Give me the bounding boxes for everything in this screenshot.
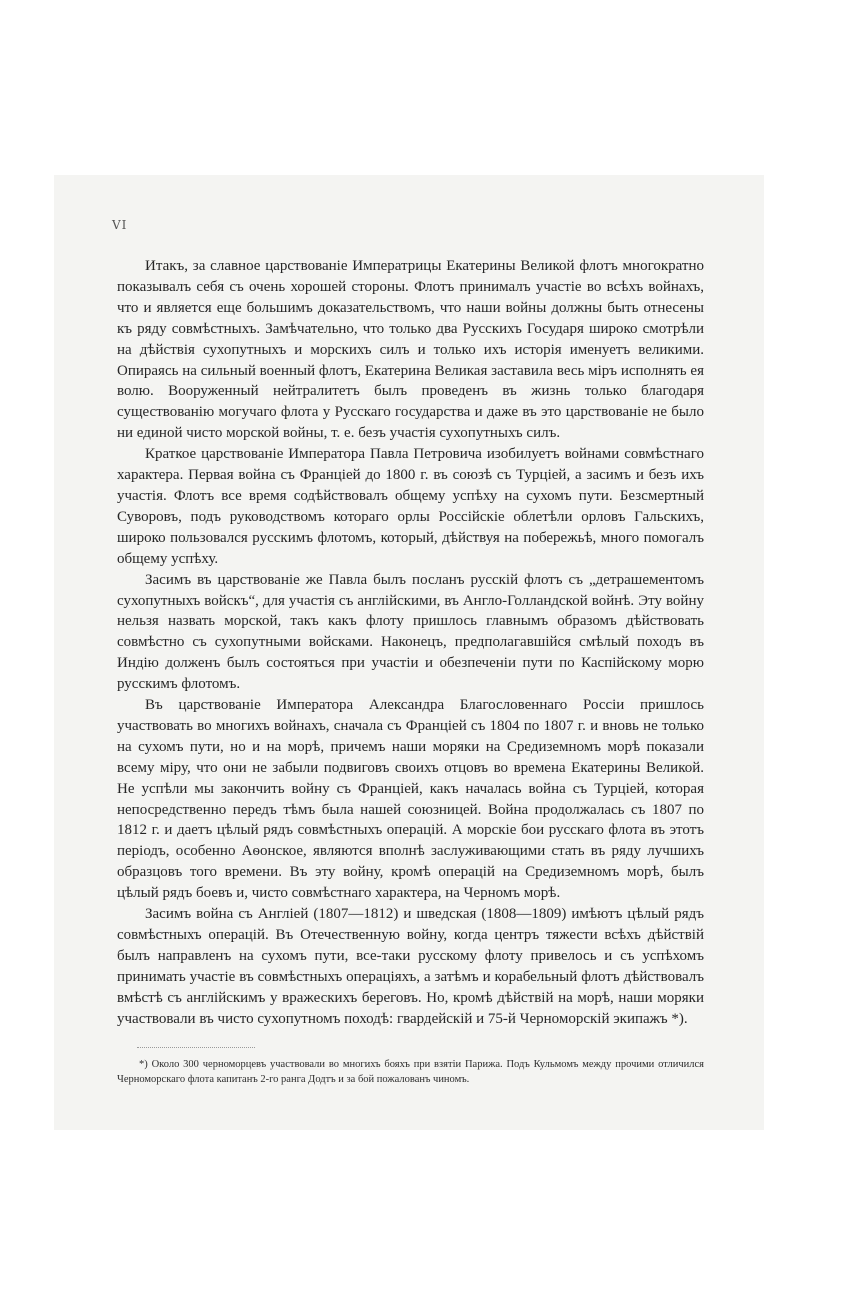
- paragraph-2: Краткое царствованіе Императора Павла Петровича изобилуетъ войнами совмѣстнаго характера. Первая война съ Франціей до 1800 г. въ союзѣ съ Турціей, а засимъ и безъ ихъ участія. Флотъ все время содѣйствовалъ общему успѣху на сухомъ пути. Безсмертный Суворовъ, подъ руководствомъ котораго орлы Россійскіе облетѣли орловъ Гальскихъ, широко пользовался русскимъ флотомъ, который, дѣйствуя на побережьѣ, много помогалъ общему успѣху.: [117, 446, 704, 567]
- footnote: *) Около 300 черноморцевъ участвовали во многихъ бояхъ при взятіи Парижа. Подъ Кульмомъ между прочими отличился Черноморскаго флота капитанъ 2-го ранга Додтъ и за бой пожалованъ чиномъ.: [117, 1059, 704, 1085]
- paragraph-3: Засимъ въ царствованіе же Павла былъ посланъ русскій флотъ съ „детрашементомъ сухопутныхъ войскъ“, для участія съ англійскими, въ Англо-Голландской войнѣ. Эту войну нельзя назвать морской, такъ какъ флоту пришлось главнымъ образомъ дѣйствовать совмѣстно съ сухопутными войсками. Наконецъ, предполагавшійся смѣлый походъ въ Индію долженъ былъ состояться при участіи и обезпеченіи пути по Каспійскому морю русскимъ флотомъ.: [117, 571, 704, 693]
- footnote-divider: [137, 1047, 255, 1048]
- page-number: VI: [112, 218, 128, 232]
- main-text: [117, 256, 704, 1030]
- paragraph-4: Въ царствованіе Императора Александра Благословеннаго Россіи пришлось участвовать во многихъ войнахъ, сначала съ Франціей съ 1804 по 1807 г. и вновь не только на сухомъ пути, но и на морѣ, причемъ наши моряки на Средиземномъ морѣ показали всему міру, что они не забыли подвиговъ своихъ отцовъ во времена Екатерины Великой. Не успѣли мы закончить войну съ Франціей, какъ началась война съ Турціей, которая непосредственно передъ тѣмъ была нашей союзницей. Война продолжалась съ 1807 по 1812 г. и даетъ цѣлый рядъ совмѣстныхъ операцій. А морскіе бои русскаго флота въ этотъ періодъ, особенно Аѳонское, являются вполнѣ заслуживающими стать въ ряду лучшихъ образцовъ того времени. Въ эту войну, кромѣ операцій на Средиземномъ морѣ, былъ цѣлый рядъ боевъ и, чисто совмѣстнаго характера, на Черномъ морѣ.: [117, 697, 704, 902]
- paragraph-1: Итакъ, за славное царствованіе Императрицы Екатерины Великой флотъ многократно показывалъ себя съ очень хорошей стороны. Флотъ принималъ участіе во всѣхъ войнахъ, что и является еще большимъ доказательствомъ, что наши войны должны быть отнесены къ ряду совмѣстныхъ. Замѣчательно, что только два Русскихъ Государя широко смотрѣли на дѣйствія сухопутныхъ и морскихъ силъ и только ихъ исторія именуетъ великими. Опираясь на сильный военный флотъ, Екатерина Великая заставила весь міръ исполнять ея волю. Вооруженный нейтралитетъ былъ проведенъ въ жизнь только благодаря существованію могучаго флота у Русскаго государства и даже въ это царствованіе не было ни единой чисто морской войны, т. е. безъ участія сухопутныхъ силъ.: [117, 258, 704, 442]
- paragraph-5: Засимъ война съ Англіей (1807—1812) и шведская (1808—1809) имѣютъ цѣлый рядъ совмѣстныхъ операцій. Въ Отечественную войну, когда центръ тяжести всѣхъ дѣйствій былъ направленъ на сухомъ пути, все-таки русскому флоту привелось и съ успѣхомъ принимать участіе въ совмѣстныхъ операціяхъ, а затѣмъ и корабельный флотъ дѣйствовалъ вмѣстѣ съ англійскимъ у вражескихъ береговъ. Но, кромѣ дѣйствій на морѣ, наши моряки участвовали въ чисто сухопутномъ походѣ: гвардейскій и 75-й Черноморскій экипажъ *).: [117, 906, 704, 1027]
